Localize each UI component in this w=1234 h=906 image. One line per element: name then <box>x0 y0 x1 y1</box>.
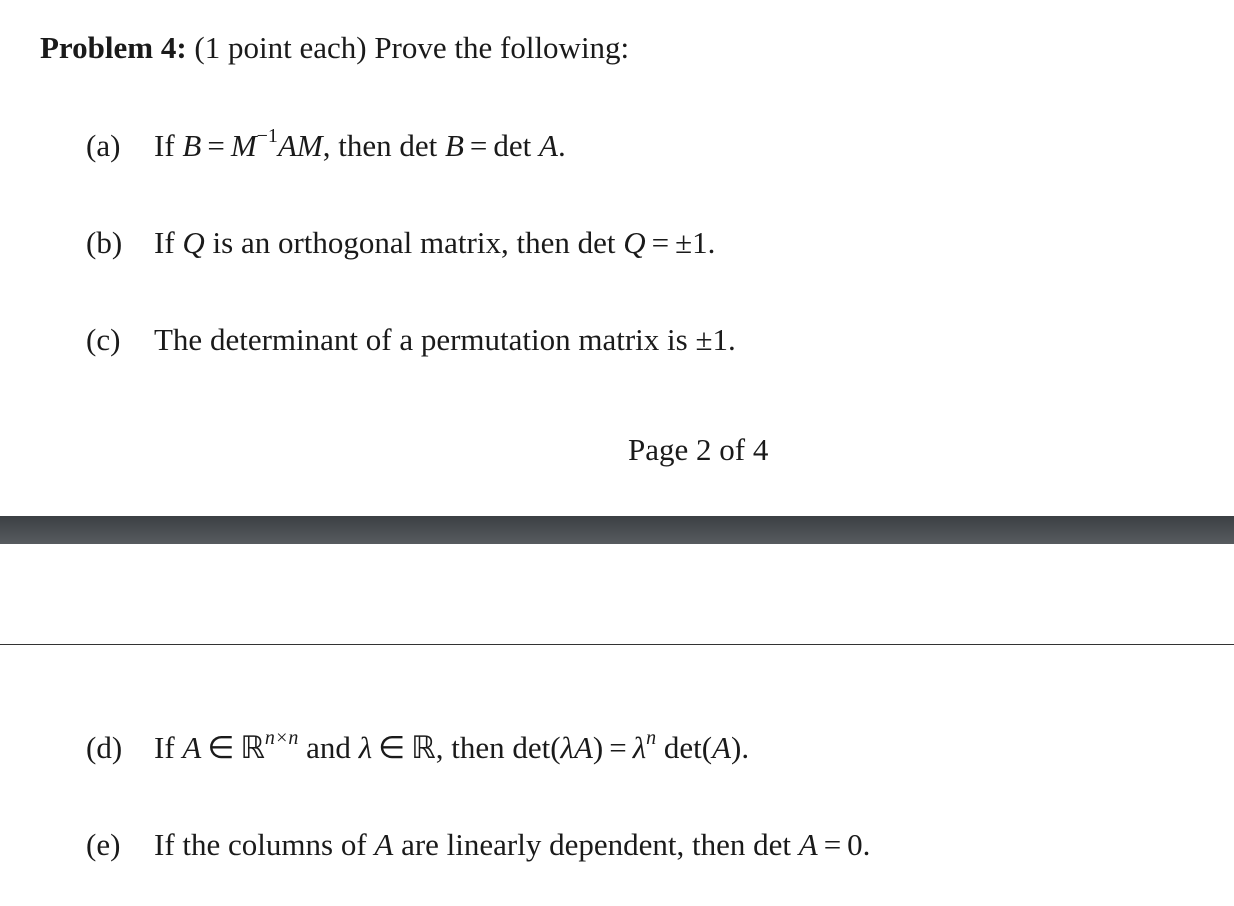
math-var: A <box>798 827 818 862</box>
item-text: , then det( <box>435 730 561 765</box>
math-op: = <box>823 827 842 862</box>
problem-points: (1 point each) <box>194 30 367 65</box>
math-sup: n <box>646 727 657 749</box>
item-c <box>86 320 736 360</box>
math-var: B <box>182 128 202 163</box>
math-sup: n×n <box>264 727 299 749</box>
math-set: ℝ <box>411 730 436 765</box>
item-text: and <box>306 730 351 765</box>
problem-label: Problem 4: <box>40 30 187 65</box>
math-var: λ <box>632 730 647 765</box>
item-text: is an orthogonal matrix, then det <box>212 225 616 260</box>
item-text: If <box>154 730 175 765</box>
item-text: If <box>154 225 175 260</box>
math-var: A <box>712 730 732 765</box>
item-text: are linearly dependent, then det <box>401 827 791 862</box>
math-var: A <box>182 730 202 765</box>
item-a <box>86 126 566 166</box>
item-text: 0. <box>847 827 871 862</box>
item-text: If <box>154 128 175 163</box>
document-page-bottom <box>0 544 1234 906</box>
item-text: The determinant of a permutation matrix is ±1. <box>154 322 736 357</box>
math-op: ∈ <box>378 730 406 765</box>
item-marker: (e) <box>86 827 121 862</box>
item-marker: (a) <box>86 128 121 163</box>
math-sup: −1 <box>256 125 278 147</box>
math-var: A <box>539 128 558 163</box>
item-text: If the columns of <box>154 827 367 862</box>
math-var: M <box>230 128 257 163</box>
item-marker: (d) <box>86 730 123 765</box>
math-op: = <box>651 225 670 260</box>
math-var: A <box>374 827 394 862</box>
item-text: det( <box>663 730 713 765</box>
math-var: λA <box>560 730 593 765</box>
page-separator <box>0 516 1234 544</box>
problem-heading <box>40 28 629 68</box>
math-set: ℝ <box>240 730 265 765</box>
header-rule <box>0 644 1234 645</box>
item-text: , then det <box>322 128 438 163</box>
item-b <box>86 223 715 263</box>
problem-instruction: Prove the following: <box>374 30 630 65</box>
item-e <box>86 825 870 865</box>
item-text: ) <box>592 730 604 765</box>
math-var: Q <box>182 225 205 260</box>
item-text: . <box>557 128 566 163</box>
math-op: = <box>469 128 488 163</box>
item-text: ±1. <box>675 225 716 260</box>
math-var: AM <box>277 128 323 163</box>
item-marker: (b) <box>86 225 123 260</box>
math-var: Q <box>623 225 646 260</box>
item-d <box>86 728 749 768</box>
item-marker: (c) <box>86 322 121 357</box>
math-op: = <box>609 730 627 765</box>
math-var: B <box>444 128 464 163</box>
math-op: = <box>207 128 225 163</box>
page-number: Page 2 of 4 <box>628 432 769 467</box>
math-op: ∈ <box>207 730 235 765</box>
item-text: det <box>493 128 532 163</box>
item-text: ). <box>731 730 750 765</box>
math-var: λ <box>358 730 373 765</box>
